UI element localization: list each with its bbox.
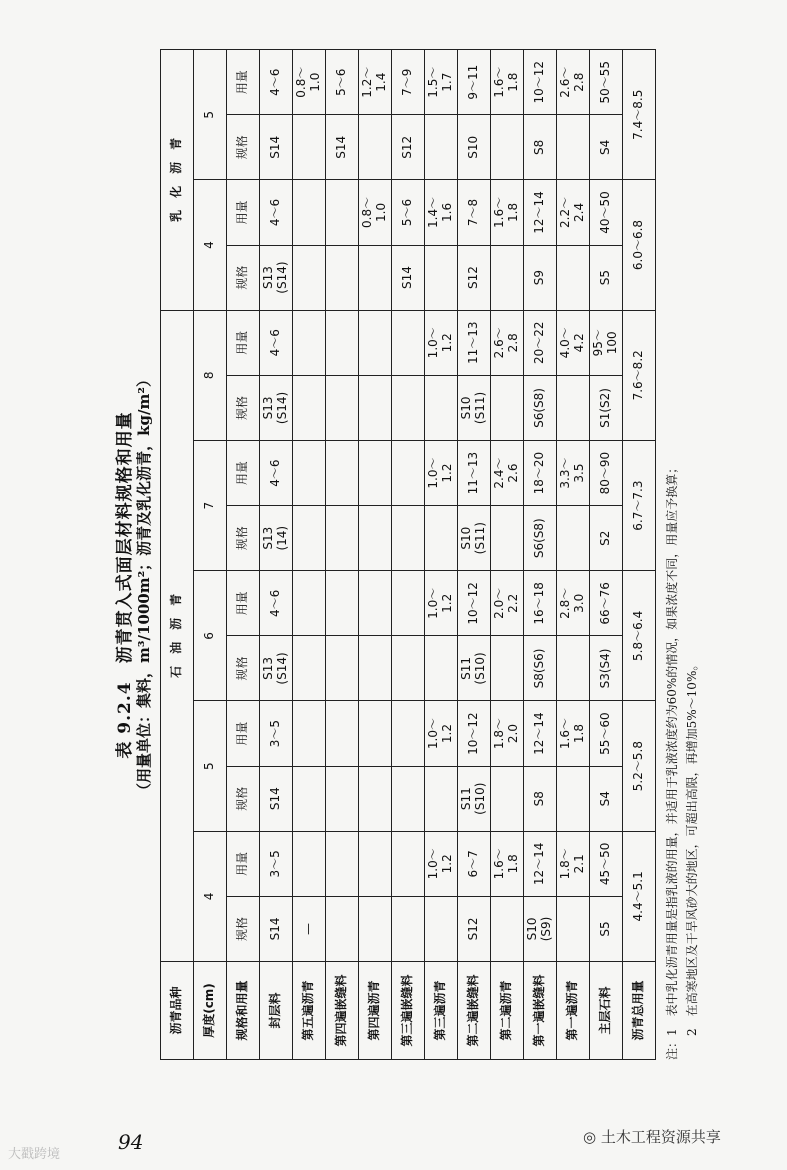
- total-cell: 5.2～5.8: [623, 701, 656, 831]
- table-cell: [557, 766, 590, 831]
- thickness-cell: 4: [194, 831, 227, 961]
- column-header: 规格: [227, 896, 260, 961]
- table-cell: [326, 766, 359, 831]
- table-cell: [359, 375, 392, 440]
- table-cell: 1.4～ 1.6: [425, 180, 458, 245]
- total-cell: 6.7～7.3: [623, 441, 656, 571]
- table-cell: 4.0～ 4.2: [557, 310, 590, 375]
- table-cell: [293, 571, 326, 636]
- row-label: 第五遍沥青: [293, 962, 326, 1060]
- row-label: 第二遍沥青: [491, 962, 524, 1060]
- note-2: 2 在高寒地区及干旱风砂大的地区，可超出高限，再增加5%～10%。: [685, 658, 700, 1060]
- table-cell: [425, 636, 458, 701]
- table-cell: [557, 896, 590, 961]
- table-cell: 2.6～ 2.8: [491, 310, 524, 375]
- table-cell: 3～5: [260, 831, 293, 896]
- table-cell: [359, 766, 392, 831]
- note-1: 注：1 表中乳化沥青用量是指乳液的用量，并适用于乳液浓度约为60%的情况，如果浓度不同，用量应予换算；: [665, 461, 679, 1060]
- table-row: [392, 50, 425, 1060]
- table-cell: 4～6: [260, 180, 293, 245]
- table-cell: [293, 831, 326, 896]
- total-row: [623, 50, 656, 1060]
- table-cell: S14: [392, 245, 425, 310]
- table-cell: [392, 896, 425, 961]
- table-cell: [359, 310, 392, 375]
- table-cell: S2: [590, 506, 623, 571]
- total-cell: 7.6～8.2: [623, 310, 656, 440]
- table-cell: [293, 506, 326, 571]
- table-cell: [557, 245, 590, 310]
- corner-spec: 规格和用量: [227, 962, 260, 1060]
- table-cell: 45～50: [590, 831, 623, 896]
- table-cell: [326, 896, 359, 961]
- table-row: [557, 50, 590, 1060]
- table-row: [260, 50, 293, 1060]
- table-cell: 12～14: [524, 701, 557, 766]
- table-cell: 16～18: [524, 571, 557, 636]
- table-cell: [392, 310, 425, 375]
- table-cell: 1.0～ 1.2: [425, 441, 458, 506]
- total-cell: 5.8～6.4: [623, 571, 656, 701]
- table-cell: S3(S4): [590, 636, 623, 701]
- table-cell: [359, 245, 392, 310]
- table-cell: S12: [392, 115, 425, 180]
- table-cell: [293, 766, 326, 831]
- table-cell: 2.0～ 2.2: [491, 571, 524, 636]
- table-title: 表 9.2.4 沥青贯入式面层材料规格和用量: [115, 411, 135, 759]
- table-cell: [425, 506, 458, 571]
- table-cell: 4～6: [260, 571, 293, 636]
- table-cell: 0.8～ 1.0: [293, 50, 326, 115]
- table-cell: [326, 571, 359, 636]
- watermark-right: [583, 1126, 721, 1147]
- table-cell: [359, 571, 392, 636]
- table-cell: 80～90: [590, 441, 623, 506]
- table-cell: [491, 506, 524, 571]
- group-header-emulsified: 乳 化 沥 青: [161, 50, 194, 311]
- table-cell: [425, 115, 458, 180]
- table-cell: S9: [524, 245, 557, 310]
- table-cell: [293, 636, 326, 701]
- corner-thickness: 厚度(cm): [194, 962, 227, 1060]
- table-cell: [293, 310, 326, 375]
- table-row: [590, 50, 623, 1060]
- table-cell: S5: [590, 245, 623, 310]
- table-cell: [326, 180, 359, 245]
- table-cell: 11～13: [458, 310, 491, 375]
- table-row: [293, 50, 326, 1060]
- table-cell: [326, 375, 359, 440]
- table-cell: S14: [326, 115, 359, 180]
- table-row: [458, 50, 491, 1060]
- table-cell: [425, 766, 458, 831]
- thickness-cell: 5: [194, 701, 227, 831]
- table-cell: 40～50: [590, 180, 623, 245]
- table-cell: [425, 375, 458, 440]
- table-cell: [392, 701, 425, 766]
- table-cell: [491, 375, 524, 440]
- table-cell: S13 (S14): [260, 375, 293, 440]
- table-cell: [491, 896, 524, 961]
- row-label: 主层石料: [590, 962, 623, 1060]
- table-cell: [392, 636, 425, 701]
- table-cell: S8: [524, 115, 557, 180]
- table-cell: [392, 766, 425, 831]
- row-label: 第三遍嵌缝料: [392, 962, 425, 1060]
- watermark-right-text: 土木工程资源共享: [600, 1128, 721, 1146]
- table-cell: 9～11: [458, 50, 491, 115]
- table-cell: 1.2～ 1.4: [359, 50, 392, 115]
- table-cell: [359, 115, 392, 180]
- thickness-cell: 8: [194, 310, 227, 440]
- table-cell: [326, 701, 359, 766]
- table-cell: S14: [260, 766, 293, 831]
- table-cell: S13 (S14): [260, 245, 293, 310]
- table-cell: S13 (14): [260, 506, 293, 571]
- table-cell: S12: [458, 896, 491, 961]
- table-cell: 6～7: [458, 831, 491, 896]
- column-header: 规格: [227, 115, 260, 180]
- table-cell: 1.0～ 1.2: [425, 571, 458, 636]
- table-cell: [557, 375, 590, 440]
- table-cell: [293, 180, 326, 245]
- column-header: 用量: [227, 831, 260, 896]
- table-cell: S11 (S10): [458, 636, 491, 701]
- table-cell: [326, 245, 359, 310]
- table-cell: 1.6～ 1.8: [491, 50, 524, 115]
- column-header: 用量: [227, 50, 260, 115]
- table-cell: [293, 245, 326, 310]
- total-cell: 4.4～5.1: [623, 831, 656, 961]
- corner-type: 沥青品种: [161, 962, 194, 1060]
- table-cell: 66～76: [590, 571, 623, 636]
- column-header: 用量: [227, 310, 260, 375]
- table-cell: 3.3～ 3.5: [557, 441, 590, 506]
- table-cell: 12～14: [524, 831, 557, 896]
- table-cell: 2.4～ 2.6: [491, 441, 524, 506]
- table-cell: [425, 896, 458, 961]
- table-cell: 2.6～ 2.8: [557, 50, 590, 115]
- table-cell: [557, 636, 590, 701]
- table-cell: S8(S6): [524, 636, 557, 701]
- table-cell: S8: [524, 766, 557, 831]
- column-header: 规格: [227, 636, 260, 701]
- table-cell: 5～6: [392, 180, 425, 245]
- table-cell: [425, 245, 458, 310]
- table-cell: 1.0～ 1.2: [425, 701, 458, 766]
- row-label: 第四遍嵌缝料: [326, 962, 359, 1060]
- table-cell: [326, 441, 359, 506]
- table-cell: [359, 701, 392, 766]
- table-cell: S11 (S10): [458, 766, 491, 831]
- table-cell: 7～9: [392, 50, 425, 115]
- table-cell: S10 (S11): [458, 375, 491, 440]
- row-label: 第二遍嵌缝料: [458, 962, 491, 1060]
- total-label: 沥青总用量: [623, 962, 656, 1060]
- table-cell: S12: [458, 245, 491, 310]
- table-cell: 18～20: [524, 441, 557, 506]
- header-row-columns: [227, 50, 260, 1060]
- thickness-cell: 4: [194, 180, 227, 310]
- column-header: 规格: [227, 245, 260, 310]
- row-label: 封层料: [260, 962, 293, 1060]
- materials-table: [160, 49, 656, 1060]
- table-cell: 7～8: [458, 180, 491, 245]
- table-cell: 1.6～ 1.8: [491, 831, 524, 896]
- table-cell: 1.8～ 2.1: [557, 831, 590, 896]
- table-cell: [392, 441, 425, 506]
- group-header-petroleum: 石 油 沥 青: [161, 310, 194, 961]
- table-cell: 1.5～ 1.7: [425, 50, 458, 115]
- table-cell: 12～14: [524, 180, 557, 245]
- table-cell: 11～13: [458, 441, 491, 506]
- table-cell: S13 (S14): [260, 636, 293, 701]
- table-cell: 4～6: [260, 310, 293, 375]
- header-row-thickness: [194, 50, 227, 1060]
- table-cell: 1.0～ 1.2: [425, 310, 458, 375]
- table-cell: 2.2～ 2.4: [557, 180, 590, 245]
- column-header: 用量: [227, 571, 260, 636]
- table-cell: [359, 896, 392, 961]
- table-cell: [557, 506, 590, 571]
- total-cell: 6.0～6.8: [623, 180, 656, 310]
- table-cell: 10～12: [458, 701, 491, 766]
- table-cell: 10～12: [458, 571, 491, 636]
- table-cell: S14: [260, 115, 293, 180]
- table-cell: 1.6～ 1.8: [557, 701, 590, 766]
- thickness-cell: 7: [194, 441, 227, 571]
- column-header: 规格: [227, 375, 260, 440]
- table-cell: [326, 636, 359, 701]
- table-cell: [359, 506, 392, 571]
- thickness-cell: 5: [194, 50, 227, 180]
- page-number: 94: [118, 1130, 144, 1154]
- table-cell: [491, 245, 524, 310]
- table-row: [491, 50, 524, 1060]
- table-cell: [359, 636, 392, 701]
- row-label: 第三遍沥青: [425, 962, 458, 1060]
- table-cell: S10 (S9): [524, 896, 557, 961]
- column-header: 规格: [227, 506, 260, 571]
- table-cell: [392, 375, 425, 440]
- table-cell: 95～ 100: [590, 310, 623, 375]
- table-cell: S6(S8): [524, 375, 557, 440]
- table-cell: S1(S2): [590, 375, 623, 440]
- table-cell: —: [293, 896, 326, 961]
- table-cell: [293, 441, 326, 506]
- table-cell: [293, 115, 326, 180]
- table-cell: [557, 115, 590, 180]
- column-header: 用量: [227, 441, 260, 506]
- table-cell: [326, 831, 359, 896]
- row-label: 第四遍沥青: [359, 962, 392, 1060]
- table-row: [359, 50, 392, 1060]
- watermark-left: 大戳跨境: [8, 1147, 61, 1162]
- row-label: 第一遍嵌缝料: [524, 962, 557, 1060]
- table-subtitle: （用量单位：集料，m³/1000m²；沥青及乳化沥青，kg/m²）: [135, 372, 153, 798]
- table-cell: 4～6: [260, 441, 293, 506]
- table-cell: [359, 441, 392, 506]
- header-row-type: [161, 50, 194, 1060]
- table-cell: [392, 571, 425, 636]
- table-cell: [491, 636, 524, 701]
- table-cell: S14: [260, 896, 293, 961]
- table-cell: 4～6: [260, 50, 293, 115]
- table-row: [425, 50, 458, 1060]
- table-cell: [491, 766, 524, 831]
- table-row: [326, 50, 359, 1060]
- table-cell: [293, 701, 326, 766]
- table-cell: S10 (S11): [458, 506, 491, 571]
- table-cell: S5: [590, 896, 623, 961]
- total-cell: 7.4～8.5: [623, 50, 656, 180]
- table-cell: S10: [458, 115, 491, 180]
- table-cell: 20～22: [524, 310, 557, 375]
- table-cell: 2.8～ 3.0: [557, 571, 590, 636]
- column-header: 用量: [227, 701, 260, 766]
- column-header: 用量: [227, 180, 260, 245]
- table-cell: S4: [590, 115, 623, 180]
- column-header: 规格: [227, 766, 260, 831]
- table-cell: [326, 506, 359, 571]
- table-cell: [392, 506, 425, 571]
- wechat-icon: ◎: [583, 1128, 601, 1146]
- table-cell: [326, 310, 359, 375]
- table-cell: 50～55: [590, 50, 623, 115]
- row-label: 第一遍沥青: [557, 962, 590, 1060]
- table-cell: 55～60: [590, 701, 623, 766]
- thickness-cell: 6: [194, 571, 227, 701]
- table-cell: 3～5: [260, 701, 293, 766]
- table-cell: [293, 375, 326, 440]
- table-cell: [359, 831, 392, 896]
- table-cell: 1.6～ 1.8: [491, 180, 524, 245]
- table-cell: 1.8～ 2.0: [491, 701, 524, 766]
- table-row: [524, 50, 557, 1060]
- table-cell: 0.8～ 1.0: [359, 180, 392, 245]
- table-cell: [491, 115, 524, 180]
- table-cell: S4: [590, 766, 623, 831]
- table-cell: S6(S8): [524, 506, 557, 571]
- table-cell: 10～12: [524, 50, 557, 115]
- table-cell: [392, 831, 425, 896]
- table-notes: [662, 462, 703, 1060]
- table-cell: 1.0～ 1.2: [425, 831, 458, 896]
- table-cell: 5～6: [326, 50, 359, 115]
